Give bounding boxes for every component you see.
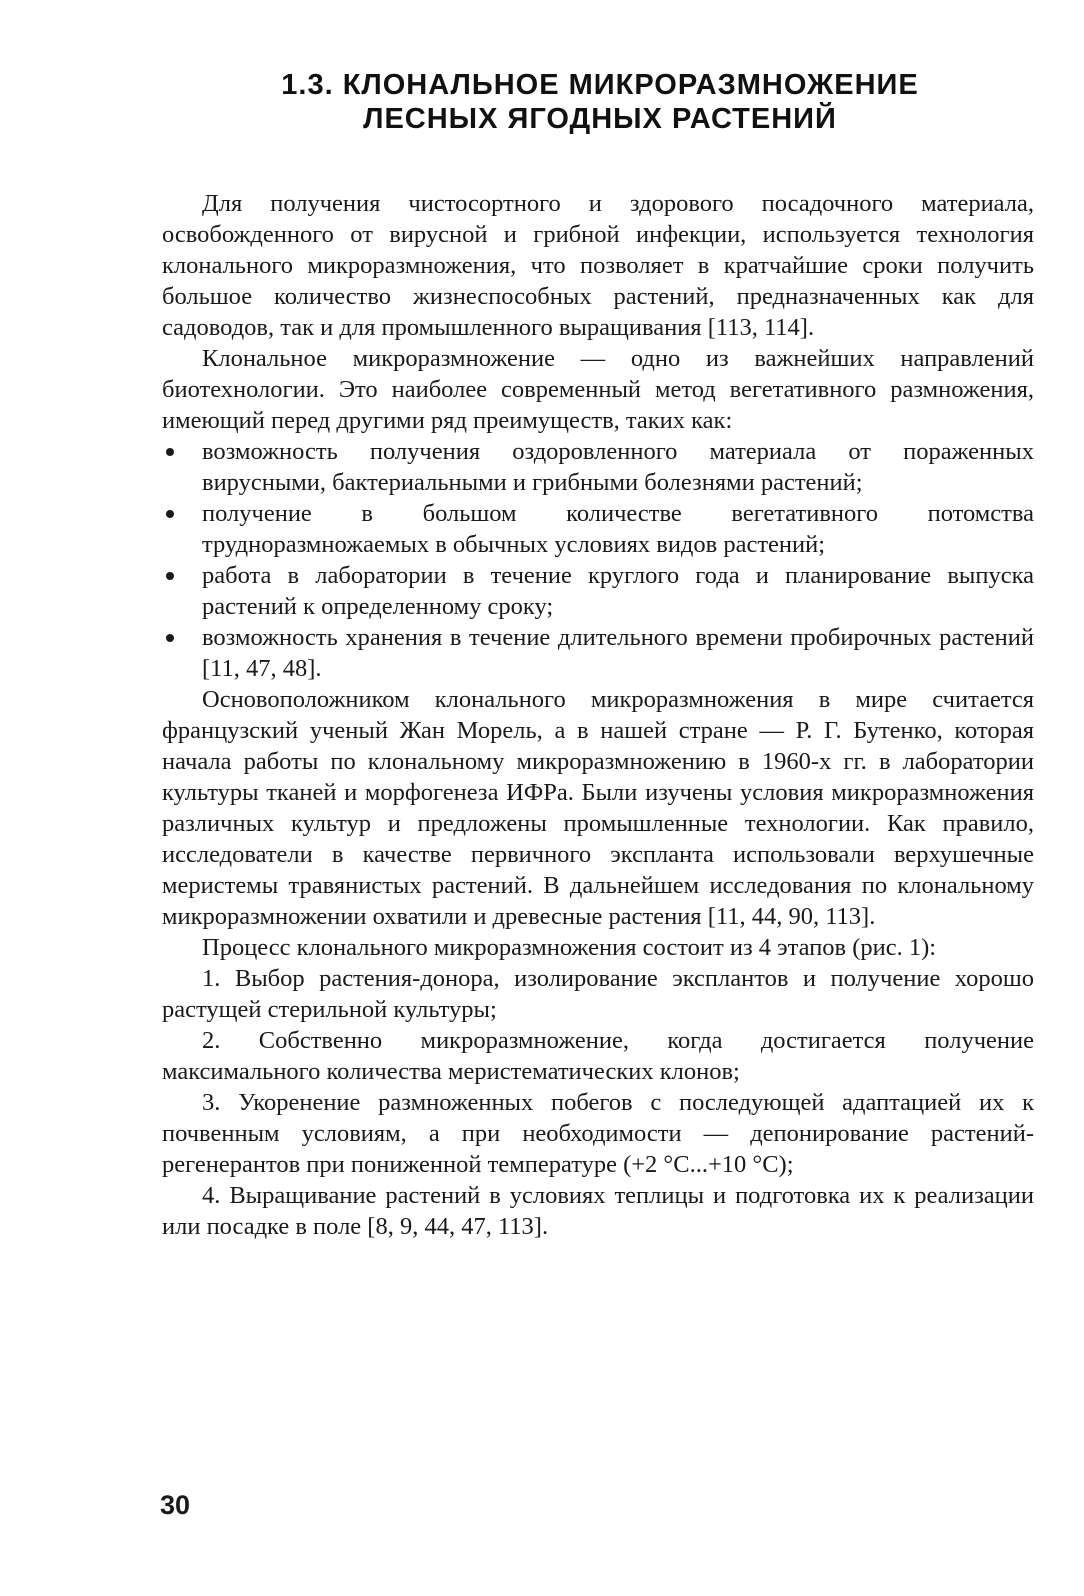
body-text: [162, 188, 1034, 1242]
stage-item: 3. Укоренение размноженных побегов с последующей адаптацией их к почвенным условиям, а при необходимости — депонирование растений-регенерантов при пониженной температуре (+2 °С...+10 °С);: [162, 1089, 1034, 1178]
list-item: получение в большом количестве вегетативного потомства трудноразмножаемых в обычных условиях видов растений;: [162, 498, 1034, 560]
section-title: [160, 68, 1040, 136]
bullet-icon: [166, 634, 174, 642]
bullet-icon: [166, 448, 174, 456]
list-item: возможность хранения в течение длительного времени пробирочных растений [11, 47, 48].: [162, 622, 1034, 684]
section-title-line-2: ЛЕСНЫХ ЯГОДНЫХ РАСТЕНИЙ: [363, 103, 837, 135]
stage-item: 4. Выращивание растений в условиях теплицы и подготовка их к реализации или посадке в поле [8, 9, 44, 47, 113].: [162, 1182, 1034, 1240]
paragraph-history: Основоположником клонального микроразмножения в мире считается французский ученый Жан Морель, а в нашей стране — Р. Г. Бутенко, которая начала работы по клональному микроразмножению в 1960-х гг. в лаборатории культуры тканей и морфогенеза ИФРа. Были изучены условия микроразмножения различных культур и предложены промышленные технологии. Как правило, исследователи в качестве первичного эксплантa использовали верхушечные меристемы травянистых растений. В дальнейшем исследования по клональному микроразмножении охватили и древесные растения [11, 44, 90, 113].: [162, 686, 1034, 930]
list-item: работа в лаборатории в течение круглого года и планирование выпуска растений к определенному сроку;: [162, 560, 1034, 622]
bullet-icon: [166, 572, 174, 580]
section-title-line-1: 1.3. КЛОНАЛЬНОЕ МИКРОРАЗМНОЖЕНИЕ: [281, 69, 919, 101]
paragraph-stages-lead: Процесс клонального микроразмножения состоит из 4 этапов (рис. 1):: [202, 934, 937, 961]
bullet-icon: [166, 510, 174, 518]
stage-item: 1. Выбор растения-донора, изолирование эксплантов и получение хорошо растущей стерильной культуры;: [162, 965, 1034, 1023]
list-item: возможность получения оздоровленного материала от пораженных вирусными, бактериальными и грибными болезнями растений;: [162, 436, 1034, 498]
stage-item: 2. Собственно микроразмножение, когда достигается получение максимального количества меристематических клонов;: [162, 1027, 1034, 1085]
page-number: 30: [160, 1490, 191, 1520]
advantages-list: [162, 436, 1034, 684]
paragraph-intro: Для получения чистосортного и здорового посадочного материала, освобожденного от вирусной и грибной инфекции, используется технология клонального микроразмножения, что позволяет в кратчайшие сроки получить большое количество жизнеспособных растений, предназначенных как для садоводов, так и для промышленного выращивания [113, 114].: [162, 190, 1034, 341]
paragraph-advantages-lead: Клональное микроразмножение — одно из важнейших направлений биотехнологии. Это наиболее современный метод вегетативного размножения, имеющий перед другими ряд преимуществ, таких как:: [162, 345, 1034, 434]
